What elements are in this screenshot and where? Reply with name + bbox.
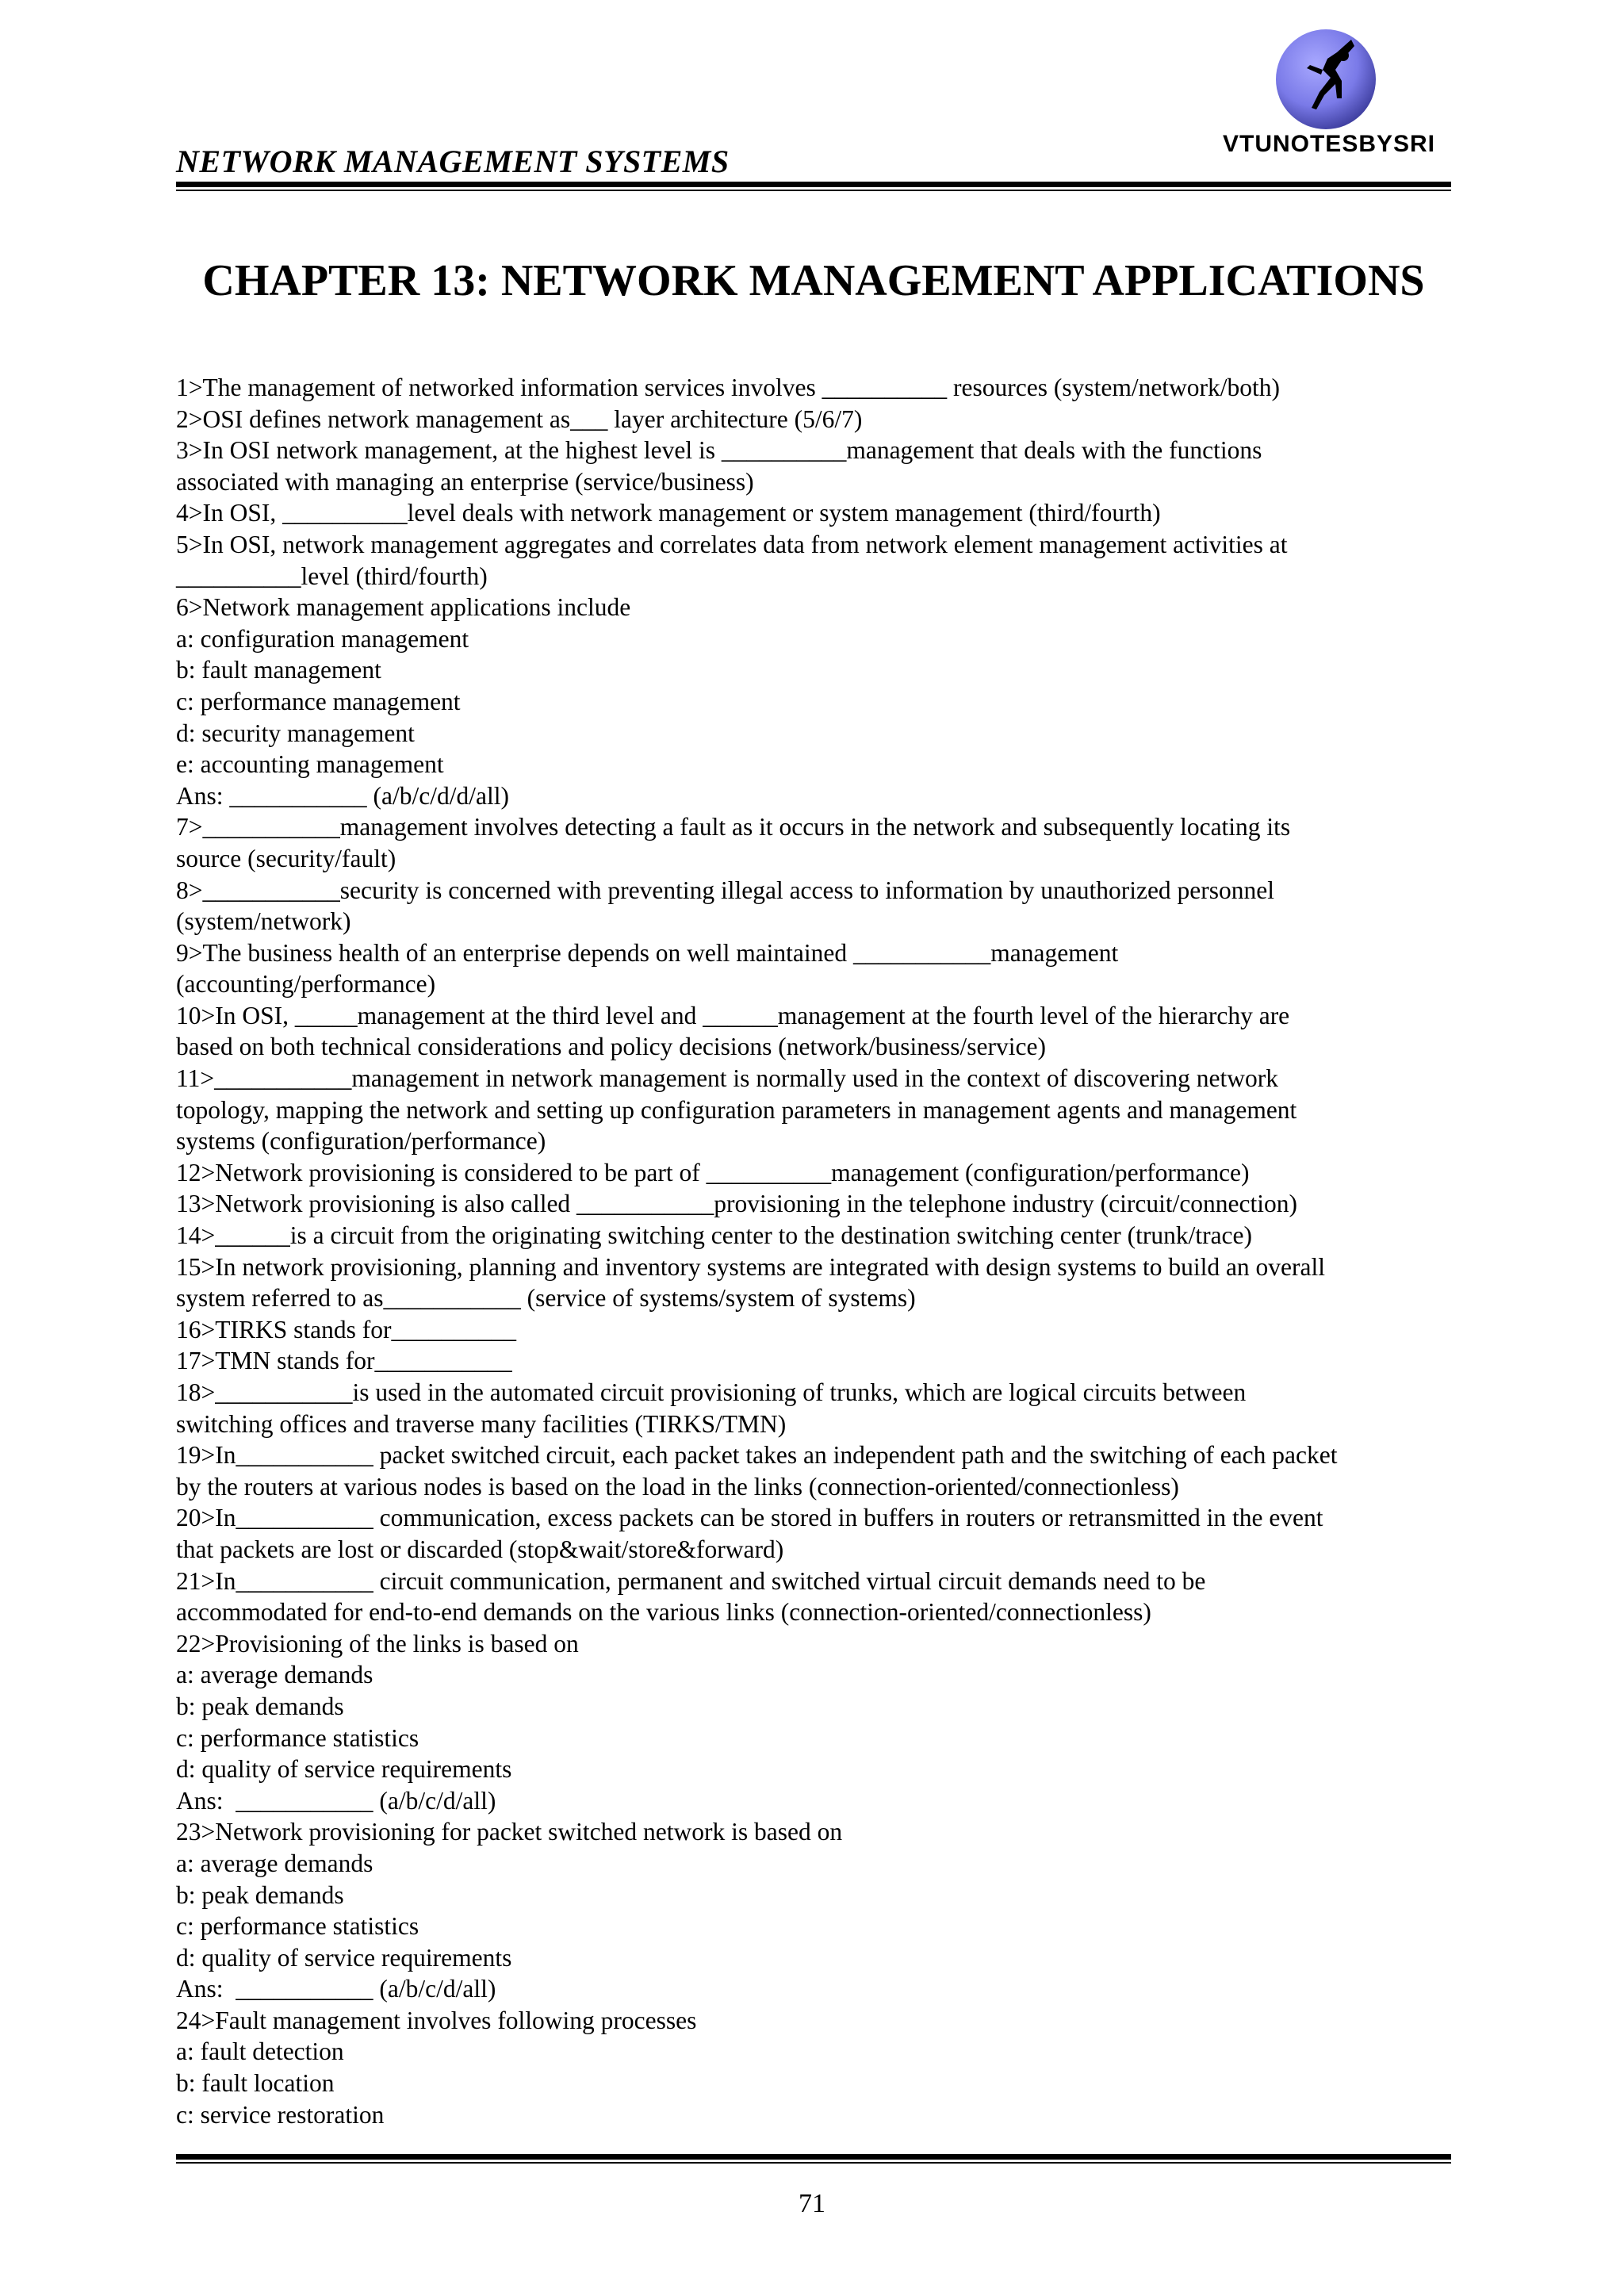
question-list [176, 372, 1461, 2130]
text-line: a: fault detection [176, 2037, 344, 2066]
text-line: 14>______is a circuit from the originating switching center to the destination switching center (trunk/trace) [176, 1221, 1253, 1250]
text-line: 4>In OSI, __________level deals with network management or system management (third/fourth) [176, 499, 1161, 527]
header-rule-thin [176, 190, 1451, 191]
text-line: c: performance management [176, 687, 461, 715]
text-line: d: security management [176, 719, 415, 747]
text-line: a: average demands [176, 1661, 373, 1689]
text-line: 22>Provisioning of the links is based on [176, 1629, 579, 1658]
text-line: accommodated for end-to-end demands on the various links (connection-oriented/connectionless) [176, 1598, 1151, 1627]
chapter-title: CHAPTER 13: NETWORK MANAGEMENT APPLICATIONS [202, 256, 1425, 305]
text-line: 12>Network provisioning is considered to be part of __________management (configuration/performance) [176, 1158, 1250, 1186]
text-line: 11>___________management in network management is normally used in the context of discovering network [176, 1064, 1279, 1093]
running-header-title: NETWORK MANAGEMENT SYSTEMS [176, 144, 730, 179]
text-line: 20>In___________ communication, excess packets can be stored in buffers in routers or retransmitted in the event [176, 1504, 1323, 1532]
text-line: 10>In OSI, _____management at the third level and ______management at the fourth level of the hierarchy are [176, 1001, 1290, 1029]
text-line: a: average demands [176, 1849, 373, 1877]
footer-rule-thin [176, 2162, 1451, 2164]
text-line: e: accounting management [176, 750, 444, 779]
text-line: 6>Network management applications include [176, 593, 631, 622]
text-line: 17>TMN stands for___________ [176, 1347, 512, 1375]
text-line: b: fault location [176, 2069, 335, 2098]
text-line: associated with managing an enterprise (service/business) [176, 467, 754, 496]
text-line: 2>OSI defines network management as___ layer architecture (5/6/7) [176, 404, 863, 433]
text-line: 3>In OSI network management, at the highest level is __________management that deals with the functions [176, 436, 1262, 465]
text-line: 21>In___________ circuit communication, permanent and switched virtual circuit demands need to be [176, 1566, 1206, 1595]
text-line: 24>Fault management involves following processes [176, 2006, 697, 2034]
text-line: source (security/fault) [176, 844, 396, 872]
text-line: 1>The management of networked information services involves __________ resources (system/network/both) [176, 374, 1281, 401]
text-line: systems (configuration/performance) [176, 1127, 546, 1156]
page-number: 71 [799, 2189, 825, 2218]
text-line: Ans: ___________ (a/b/c/d/d/all) [176, 781, 509, 810]
text-line: 9>The business health of an enterprise depends on well maintained ___________management [176, 938, 1119, 967]
text-line: c: performance statistics [176, 1723, 419, 1752]
text-line: (accounting/performance) [176, 970, 436, 999]
header-rule [176, 182, 1451, 187]
text-line: b: peak demands [176, 1692, 344, 1720]
text-line: a: configuration management [176, 624, 469, 653]
text-line: 23>Network provisioning for packet switched network is based on [176, 1818, 843, 1846]
text-line: d: quality of service requirements [176, 1755, 512, 1784]
site-logo [1210, 29, 1448, 163]
text-line: topology, mapping the network and setting up configuration parameters in management agents and management [176, 1095, 1297, 1124]
text-line: c: performance statistics [176, 1912, 419, 1941]
text-line: 5>In OSI, network management aggregates and correlates data from network element management activities at [176, 530, 1288, 558]
text-line: based on both technical considerations and policy decisions (network/business/service) [176, 1033, 1046, 1061]
footer-rule [176, 2154, 1451, 2160]
text-line: system referred to as___________ (service of systems/system of systems) [176, 1284, 916, 1313]
text-line: 13>Network provisioning is also called ___________provisioning in the telephone industry (circuit/connection) [176, 1190, 1298, 1218]
text-line: b: peak demands [176, 1880, 344, 1909]
text-line: 19>In___________ packet switched circuit, each packet takes an independent path and the switching of each packet [176, 1441, 1338, 1470]
text-line: b: fault management [176, 656, 381, 684]
text-line: 7>___________management involves detecting a fault as it occurs in the network and subsequently locating its [176, 813, 1291, 841]
logo-text: VTUNOTESBYSRI [1222, 131, 1436, 157]
text-line: c: service restoration [176, 2100, 385, 2129]
text-line: by the routers at various nodes is based on the load in the links (connection-oriented/connectionless) [176, 1472, 1179, 1501]
text-line: 8>___________security is concerned with preventing illegal access to information by unauthorized personnel [176, 876, 1275, 904]
text-line: (system/network) [176, 907, 351, 936]
text-line: Ans: ___________ (a/b/c/d/all) [176, 1975, 496, 2003]
text-line: Ans: ___________ (a/b/c/d/all) [176, 1786, 496, 1815]
text-line: 18>___________is used in the automated circuit provisioning of trunks, which are logical circuits between [176, 1378, 1247, 1406]
text-line: 16>TIRKS stands for__________ [176, 1315, 517, 1343]
text-line: that packets are lost or discarded (stop&wait/store&forward) [176, 1535, 784, 1563]
text-line: switching offices and traverse many facilities (TIRKS/TMN) [176, 1409, 787, 1438]
text-line: d: quality of service requirements [176, 1943, 512, 1972]
climber-icon [1275, 29, 1377, 130]
text-line: 15>In network provisioning, planning and inventory systems are integrated with design systems to build an overall [176, 1252, 1326, 1281]
text-line: __________level (third/fourth) [176, 562, 488, 590]
